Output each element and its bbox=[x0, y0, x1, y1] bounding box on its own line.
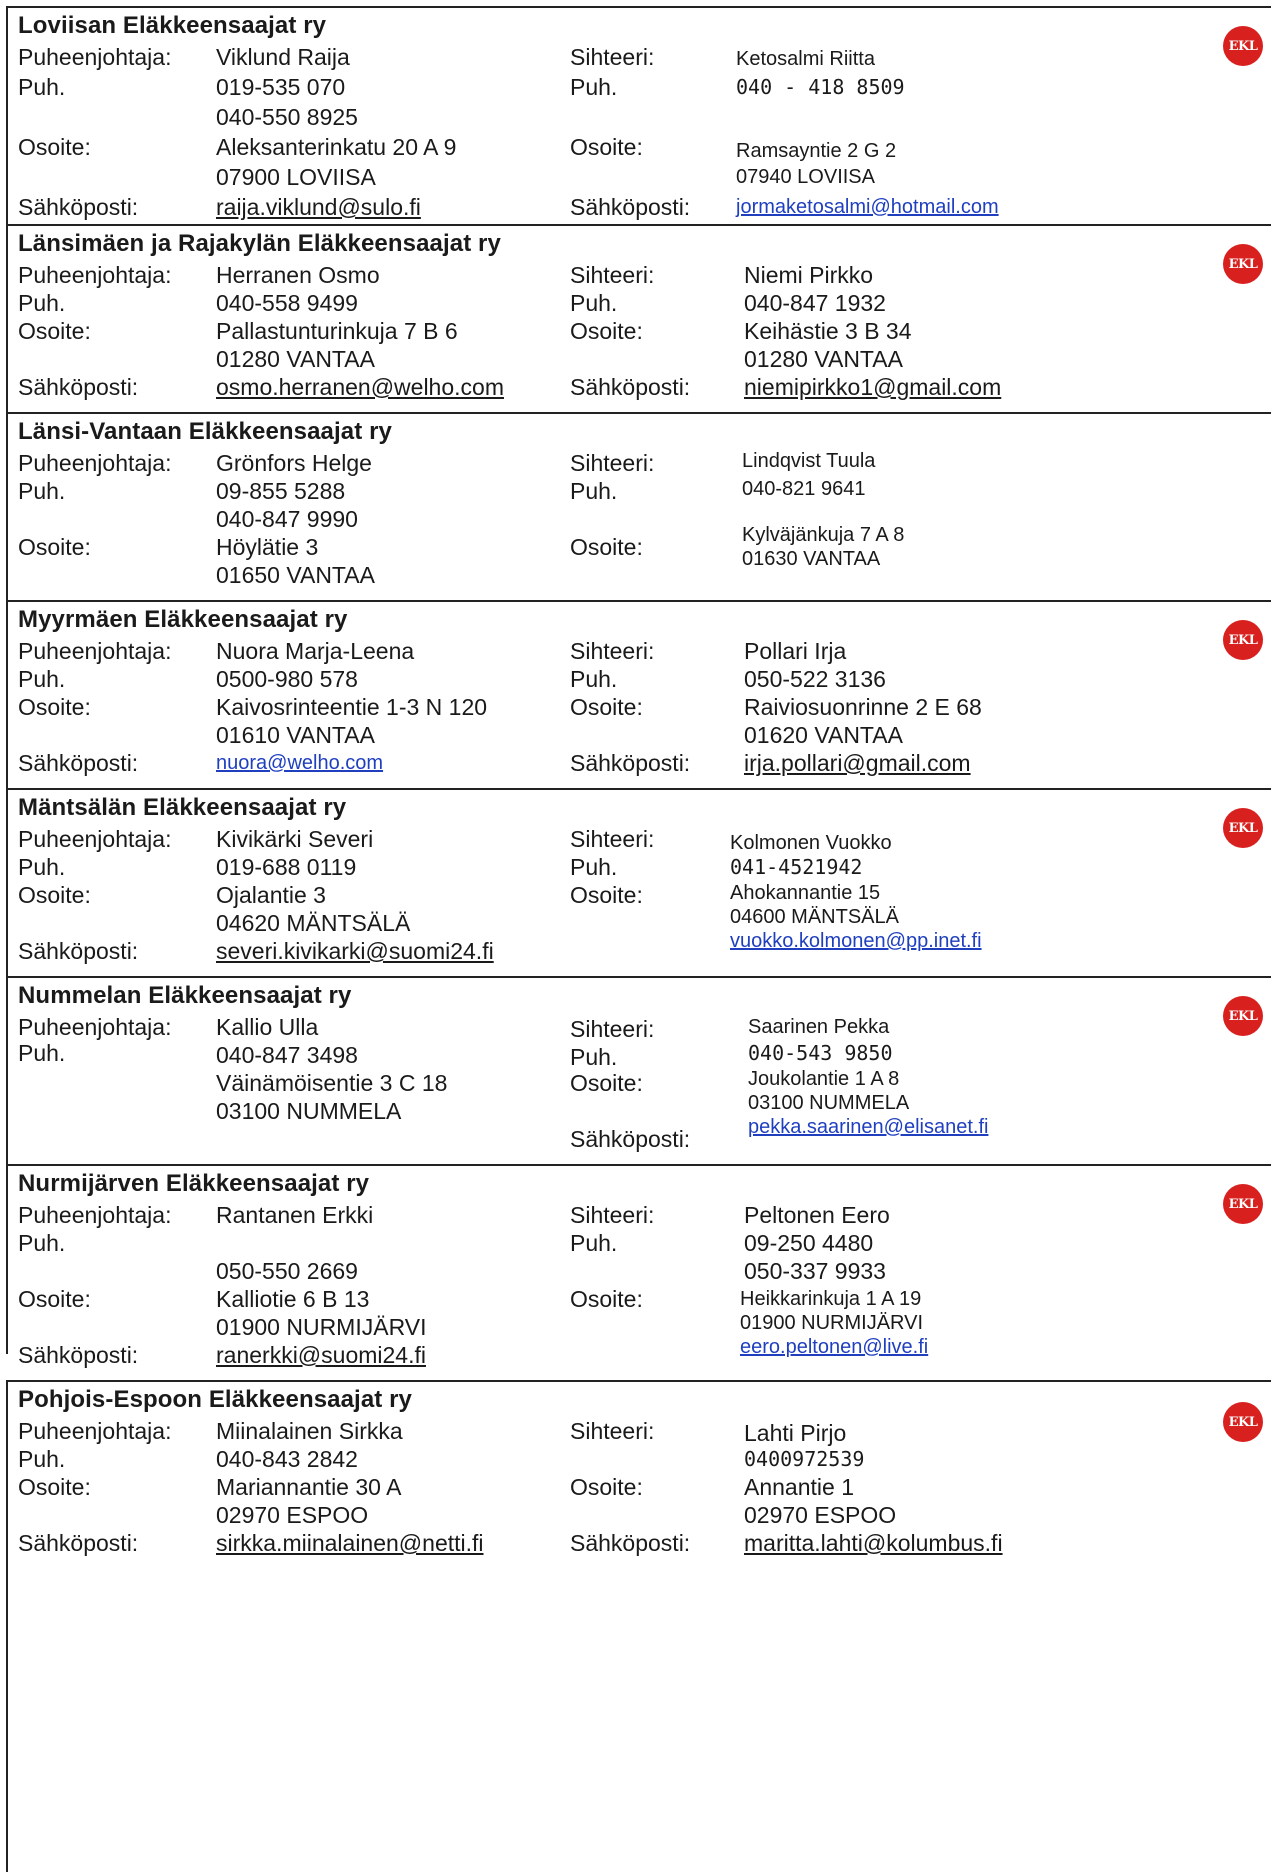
phone-label: Puh. bbox=[570, 74, 618, 100]
chair-name: Nuora Marja-Leena bbox=[216, 638, 415, 664]
secretary-email-link[interactable]: jormaketosalmi@hotmail.com bbox=[736, 196, 999, 218]
association-name: Mäntsälän Eläkkeensaajat ry bbox=[18, 794, 347, 821]
chair-phone: 019-535 070 bbox=[216, 74, 346, 100]
chair-email-link[interactable]: sirkka.miinalainen@netti.fi bbox=[216, 1530, 484, 1556]
secretary-name: Lindqvist Tuula bbox=[742, 450, 876, 472]
chair-email-link[interactable]: nuora@welho.com bbox=[216, 752, 384, 774]
association-directory bbox=[6, 6, 1271, 1872]
phone-label: Puh. bbox=[570, 1230, 618, 1256]
association-name: Pohjois-Espoon Eläkkeensaajat ry bbox=[18, 1386, 413, 1413]
ekl-logo: EKL bbox=[1223, 808, 1263, 848]
chair-name: Kivikärki Severi bbox=[216, 826, 374, 852]
secretary-name: Niemi Pirkko bbox=[744, 262, 874, 288]
association-section bbox=[6, 600, 1271, 790]
email-label: Sähköposti: bbox=[18, 938, 139, 964]
chair-phone: 0500-980 578 bbox=[216, 666, 358, 692]
secretary-name: Lahti Pirjo bbox=[744, 1420, 847, 1446]
secretary-phone: 050-522 3136 bbox=[744, 666, 886, 692]
address-label: Osoite: bbox=[570, 134, 643, 160]
chair-phone: 040-550 8925 bbox=[216, 104, 358, 130]
chair-address: 03100 NUMMELA bbox=[216, 1098, 402, 1124]
phone-label: Puh. bbox=[18, 74, 66, 100]
secretary-address: 01620 VANTAA bbox=[744, 722, 903, 748]
secretary-address: Ramsayntie 2 G 2 bbox=[736, 140, 897, 162]
chair-address: Ojalantie 3 bbox=[216, 882, 326, 908]
association-section bbox=[6, 976, 1271, 1166]
association-name: Myyrmäen Eläkkeensaajat ry bbox=[18, 606, 348, 633]
ekl-logo: EKL bbox=[1223, 1184, 1263, 1224]
email-label: Sähköposti: bbox=[18, 1530, 139, 1556]
chair-label: Puheenjohtaja: bbox=[18, 1418, 172, 1444]
ekl-logo: EKL bbox=[1223, 244, 1263, 284]
chair-address: 01280 VANTAA bbox=[216, 346, 375, 372]
email-label: Sähköposti: bbox=[18, 194, 139, 220]
secretary-phone: 0400972539 bbox=[744, 1447, 865, 1471]
address-label: Osoite: bbox=[18, 534, 91, 560]
association-section bbox=[6, 224, 1271, 414]
chair-phone: 040-558 9499 bbox=[216, 290, 358, 316]
chair-phone: 09-855 5288 bbox=[216, 478, 346, 504]
secretary-address: Kylväjänkuja 7 A 8 bbox=[742, 524, 905, 546]
phone-label: Puh. bbox=[18, 478, 66, 504]
chair-email-link[interactable]: ranerkki@suomi24.fi bbox=[216, 1342, 426, 1368]
email-label: Sähköposti: bbox=[18, 1342, 139, 1368]
address-label: Osoite: bbox=[570, 1474, 643, 1500]
chair-name: Grönfors Helge bbox=[216, 450, 372, 476]
email-label: Sähköposti: bbox=[570, 750, 691, 776]
secretary-email-link[interactable]: maritta.lahti@kolumbus.fi bbox=[744, 1530, 1003, 1556]
chair-address: Aleksanterinkatu 20 A 9 bbox=[216, 134, 457, 160]
association-section bbox=[6, 1164, 1271, 1368]
chair-name: Kallio Ulla bbox=[216, 1014, 319, 1040]
secretary-label: Sihteeri: bbox=[570, 638, 655, 664]
secretary-label: Sihteeri: bbox=[570, 1202, 655, 1228]
secretary-label: Sihteeri: bbox=[570, 262, 655, 288]
secretary-address: Annantie 1 bbox=[744, 1474, 854, 1500]
chair-name: Viklund Raija bbox=[216, 44, 350, 70]
secretary-name: Ketosalmi Riitta bbox=[736, 48, 875, 70]
secretary-address: Joukolantie 1 A 8 bbox=[748, 1068, 900, 1090]
secretary-label: Sihteeri: bbox=[570, 1016, 655, 1042]
chair-address: Pallastunturinkuja 7 B 6 bbox=[216, 318, 458, 344]
phone-label: Puh. bbox=[18, 666, 66, 692]
association-section bbox=[6, 412, 1271, 602]
email-label: Sähköposti: bbox=[570, 1126, 691, 1152]
chair-address: Mariannantie 30 A bbox=[216, 1474, 402, 1500]
phone-label: Puh. bbox=[570, 854, 618, 880]
association-name: Länsimäen ja Rajakylän Eläkkeensaajat ry bbox=[18, 230, 501, 257]
address-label: Osoite: bbox=[18, 882, 91, 908]
secretary-name: Pollari Irja bbox=[744, 638, 847, 664]
association-section bbox=[6, 1380, 1271, 1872]
chair-address: 04620 MÄNTSÄLÄ bbox=[216, 910, 411, 936]
ekl-logo: EKL bbox=[1223, 26, 1263, 66]
association-section bbox=[6, 788, 1271, 978]
secretary-address: 01630 VANTAA bbox=[742, 548, 881, 570]
secretary-phone: 050-337 9933 bbox=[744, 1258, 886, 1284]
secretary-label: Sihteeri: bbox=[570, 450, 655, 476]
secretary-phone: 09-250 4480 bbox=[744, 1230, 874, 1256]
chair-phone: 040-847 9990 bbox=[216, 506, 358, 532]
address-label: Osoite: bbox=[18, 1286, 91, 1312]
chair-email-link[interactable]: raija.viklund@sulo.fi bbox=[216, 194, 421, 220]
secretary-name: Kolmonen Vuokko bbox=[730, 832, 892, 854]
address-label: Osoite: bbox=[570, 1070, 643, 1096]
email-label: Sähköposti: bbox=[18, 750, 139, 776]
address-label: Osoite: bbox=[18, 318, 91, 344]
chair-phone: 050-550 2669 bbox=[216, 1258, 358, 1284]
email-label: Sähköposti: bbox=[570, 374, 691, 400]
secretary-phone: 040-543 9850 bbox=[748, 1041, 893, 1065]
address-label: Osoite: bbox=[18, 694, 91, 720]
phone-label: Puh. bbox=[570, 290, 618, 316]
email-label: Sähköposti: bbox=[570, 194, 691, 220]
secretary-phone: 040 - 418 8509 bbox=[736, 75, 905, 99]
secretary-address: Raiviosuonrinne 2 E 68 bbox=[744, 694, 982, 720]
ekl-logo: EKL bbox=[1223, 996, 1263, 1036]
ekl-logo: EKL bbox=[1223, 1402, 1263, 1442]
chair-phone: 040-847 3498 bbox=[216, 1042, 358, 1068]
address-label: Osoite: bbox=[570, 534, 643, 560]
secretary-address: 04600 MÄNTSÄLÄ bbox=[730, 906, 899, 928]
chair-address: 01900 NURMIJÄRVI bbox=[216, 1314, 427, 1340]
secretary-address: Ahokannantie 15 bbox=[730, 882, 881, 904]
chair-address: 01610 VANTAA bbox=[216, 722, 375, 748]
chair-address: Kalliotie 6 B 13 bbox=[216, 1286, 370, 1312]
secretary-email-link[interactable]: niemipirkko1@gmail.com bbox=[744, 374, 1002, 400]
chair-label: Puheenjohtaja: bbox=[18, 1202, 172, 1228]
secretary-address: 02970 ESPOO bbox=[744, 1502, 897, 1528]
chair-name: Rantanen Erkki bbox=[216, 1202, 374, 1228]
secretary-email-link[interactable]: vuokko.kolmonen@pp.inet.fi bbox=[730, 930, 982, 952]
secretary-address: 01900 NURMIJÄRVI bbox=[740, 1312, 924, 1334]
secretary-label: Sihteeri: bbox=[570, 826, 655, 852]
phone-label: Puh. bbox=[18, 1040, 66, 1066]
secretary-label: Sihteeri: bbox=[570, 44, 655, 70]
chair-label: Puheenjohtaja: bbox=[18, 638, 172, 664]
association-name: Nurmijärven Eläkkeensaajat ry bbox=[18, 1170, 370, 1197]
phone-label: Puh. bbox=[18, 1446, 66, 1472]
chair-phone: 019-688 0119 bbox=[216, 854, 357, 880]
chair-phone: 040-843 2842 bbox=[216, 1446, 358, 1472]
secretary-email-link[interactable]: eero.peltonen@live.fi bbox=[740, 1336, 929, 1358]
secretary-address: 01280 VANTAA bbox=[744, 346, 903, 372]
chair-label: Puheenjohtaja: bbox=[18, 1014, 172, 1040]
chair-address: Höylätie 3 bbox=[216, 534, 319, 560]
secretary-phone: 040-847 1932 bbox=[744, 290, 886, 316]
phone-label: Puh. bbox=[570, 478, 618, 504]
chair-email-link[interactable]: severi.kivikarki@suomi24.fi bbox=[216, 938, 494, 964]
address-label: Osoite: bbox=[18, 1474, 91, 1500]
address-label: Osoite: bbox=[18, 134, 91, 160]
address-label: Osoite: bbox=[570, 882, 643, 908]
association-name: Länsi-Vantaan Eläkkeensaajat ry bbox=[18, 418, 392, 445]
secretary-name: Peltonen Eero bbox=[744, 1202, 890, 1228]
phone-label: Puh. bbox=[18, 1230, 66, 1256]
chair-address: 01650 VANTAA bbox=[216, 562, 375, 588]
association-name: Nummelan Eläkkeensaajat ry bbox=[18, 982, 352, 1009]
secretary-label: Sihteeri: bbox=[570, 1418, 655, 1444]
chair-name: Herranen Osmo bbox=[216, 262, 380, 288]
chair-label: Puheenjohtaja: bbox=[18, 450, 172, 476]
association-name: Loviisan Eläkkeensaajat ry bbox=[18, 12, 327, 39]
secretary-email-link[interactable]: pekka.saarinen@elisanet.fi bbox=[748, 1116, 989, 1138]
address-label: Osoite: bbox=[570, 318, 643, 344]
secretary-phone: 040-821 9641 bbox=[742, 478, 866, 500]
secretary-address: Heikkarinkuja 1 A 19 bbox=[740, 1288, 922, 1310]
phone-label: Puh. bbox=[570, 666, 618, 692]
secretary-address: Keihästie 3 B 34 bbox=[744, 318, 912, 344]
chair-address: 02970 ESPOO bbox=[216, 1502, 369, 1528]
chair-label: Puheenjohtaja: bbox=[18, 262, 172, 288]
phone-label: Puh. bbox=[18, 854, 66, 880]
ekl-logo: EKL bbox=[1223, 620, 1263, 660]
address-label: Osoite: bbox=[570, 1286, 643, 1312]
address-label: Osoite: bbox=[570, 694, 643, 720]
secretary-address: 07940 LOVIISA bbox=[736, 166, 875, 188]
phone-label: Puh. bbox=[570, 1044, 618, 1070]
chair-label: Puheenjohtaja: bbox=[18, 44, 172, 70]
phone-label: Puh. bbox=[18, 290, 66, 316]
secretary-phone: 041-4521942 bbox=[730, 855, 863, 879]
secretary-address: 03100 NUMMELA bbox=[748, 1092, 910, 1114]
email-label: Sähköposti: bbox=[18, 374, 139, 400]
secretary-email-link[interactable]: irja.pollari@gmail.com bbox=[744, 750, 971, 776]
chair-name: Miinalainen Sirkka bbox=[216, 1418, 403, 1444]
email-label: Sähköposti: bbox=[570, 1530, 691, 1556]
chair-address: Väinämöisentie 3 C 18 bbox=[216, 1070, 448, 1096]
chair-label: Puheenjohtaja: bbox=[18, 826, 172, 852]
secretary-name: Saarinen Pekka bbox=[748, 1016, 890, 1038]
chair-address: Kaivosrinteentie 1-3 N 120 bbox=[216, 694, 488, 720]
chair-email-link[interactable]: osmo.herranen@welho.com bbox=[216, 374, 504, 400]
chair-address: 07900 LOVIISA bbox=[216, 164, 376, 190]
